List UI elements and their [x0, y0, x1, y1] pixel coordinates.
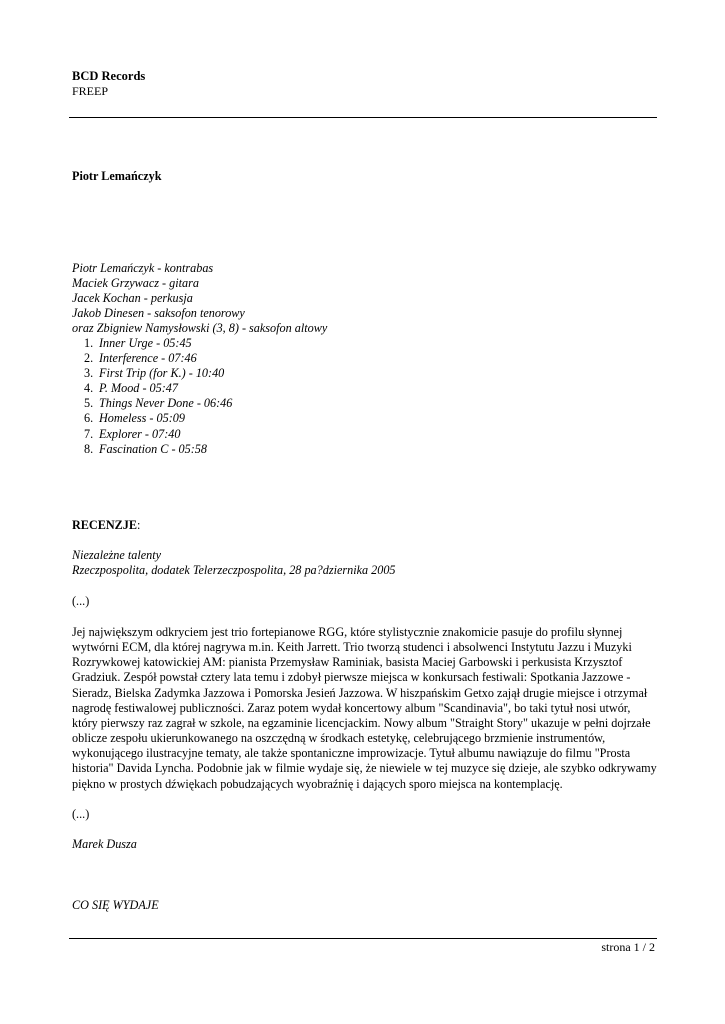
- track-item: [72, 411, 232, 426]
- track-number: 2.: [84, 351, 94, 366]
- lineup-item: Maciek Grzywacz - gitara: [72, 276, 199, 291]
- review-body-line: piękno w prostych dźwiękach pobudzających wyobraźnię i dających sporo miejsca na kontemplację.: [72, 776, 563, 791]
- lineup-list: [72, 261, 327, 336]
- review-body-line: Sieradz, Bielska Zadymka Jazzowa i Pomorska Jesień Jazzowa. W hiszpańskim Getxo zajął drugie miejsce i otrzymał: [72, 685, 648, 700]
- track-title: Things Never Done - 06:46: [99, 396, 233, 411]
- ellipsis-close: (...): [72, 807, 90, 821]
- track-title: Interference - 07:46: [99, 351, 197, 366]
- track-number: 6.: [84, 411, 94, 426]
- track-title: P. Mood - 05:47: [99, 381, 178, 396]
- track-title: Explorer - 07:40: [99, 426, 181, 441]
- header-divider: [69, 117, 657, 118]
- track-title: Inner Urge - 05:45: [99, 336, 192, 350]
- track-item: [72, 427, 232, 442]
- review-body-line: Gradziuk. Zespół powstał cztery lata temu i zdobył pierwsze miejsca w konkursach festiwali: Spotkania Jazzowe -: [72, 670, 631, 685]
- track-item: [72, 336, 232, 351]
- ellipsis-open: (...): [72, 594, 90, 608]
- review-title-block: [72, 548, 396, 578]
- review-author: Marek Dusza: [72, 837, 137, 851]
- review-title: Niezależne talenty: [72, 548, 162, 562]
- track-title: Homeless - 05:09: [99, 411, 185, 426]
- review-body: [72, 625, 662, 792]
- track-number: 7.: [84, 426, 94, 441]
- artist-heading: Piotr Lemańczyk: [72, 169, 162, 183]
- track-item: [72, 366, 232, 381]
- review-body-line: nagrodę festiwalowej publiczności. Zaraz potem wydał koncertowy album "Scandinavia", bo taki tytuł nosi utwór,: [72, 700, 631, 715]
- review-body-line: historia" Davida Lyncha. Podobnie jak w filmie wydaje się, że niewiele w tej muzyce się dzieje, ale szybko odkrywamy: [72, 761, 657, 776]
- review-body-line: wykonującego ilustracyjne tematy, ale także spontaniczne improwizacje. Tytuł albumu nawiązuje do filmu "Prosta: [72, 746, 631, 761]
- track-item: [72, 351, 232, 366]
- review-source: Rzeczpospolita, dodatek Telerzeczpospolita, 28 pa?dziernika 2005: [72, 563, 396, 578]
- lineup-item: Piotr Lemańczyk - kontrabas: [72, 261, 214, 275]
- track-item: [72, 396, 232, 411]
- track-item: [72, 381, 232, 396]
- company-name: BCD Records: [72, 69, 146, 83]
- track-number: 8.: [84, 441, 94, 456]
- track-list: [72, 336, 232, 457]
- reviews-heading-colon: :: [137, 518, 141, 532]
- company-subtitle: FREEP: [72, 84, 109, 98]
- track-title: First Trip (for K.) - 10:40: [99, 366, 225, 381]
- track-number: 5.: [84, 396, 94, 411]
- reviews-heading: [72, 518, 140, 533]
- reviews-heading-label: RECENZJE: [72, 518, 138, 532]
- lineup-item: Jacek Kochan - perkusja: [72, 291, 193, 306]
- review-body-line: który pierwszy raz zagrał w szkole, na egzaminie licencjackim. Nowy album "Straight Story" ukazuje w pełni dojrzałe: [72, 715, 651, 730]
- page-number: strona 1 / 2: [601, 940, 655, 954]
- lineup-item: Jakob Dinesen - saksofon tenorowy: [72, 306, 245, 321]
- review-body-line: Jej największym odkryciem jest trio fortepianowe RGG, które stylistycznie znakomicie pasuje do profilu słynnej: [72, 625, 623, 639]
- track-number: 1.: [84, 336, 94, 350]
- review-body-line: wytwórni ECM, dla której nagrywa m.in. Keith Jarrett. Trio tworzą studenci i absolwenci Instytutu Jazzu i Muzyki: [72, 640, 632, 655]
- track-title: Fascination C - 05:58: [99, 441, 207, 456]
- footer-divider: [69, 938, 657, 939]
- review-body-line: oblicze zespołu ukierunkowanego na oszczędną w środkach estetykę, celebrującego brzmienie instrumentów,: [72, 731, 606, 746]
- review-body-line: Rozrywkowej katowickiej AM: pianista Przemysław Raminiak, basista Maciej Garbowski i perkusista Krzysztof: [72, 655, 623, 670]
- section-heading-co-sie-wydaje: CO SIĘ WYDAJE: [72, 898, 159, 912]
- track-number: 4.: [84, 381, 94, 396]
- track-item: [72, 442, 232, 457]
- track-number: 3.: [84, 366, 94, 381]
- lineup-item: oraz Zbigniew Namysłowski (3, 8) - saksofon altowy: [72, 321, 328, 336]
